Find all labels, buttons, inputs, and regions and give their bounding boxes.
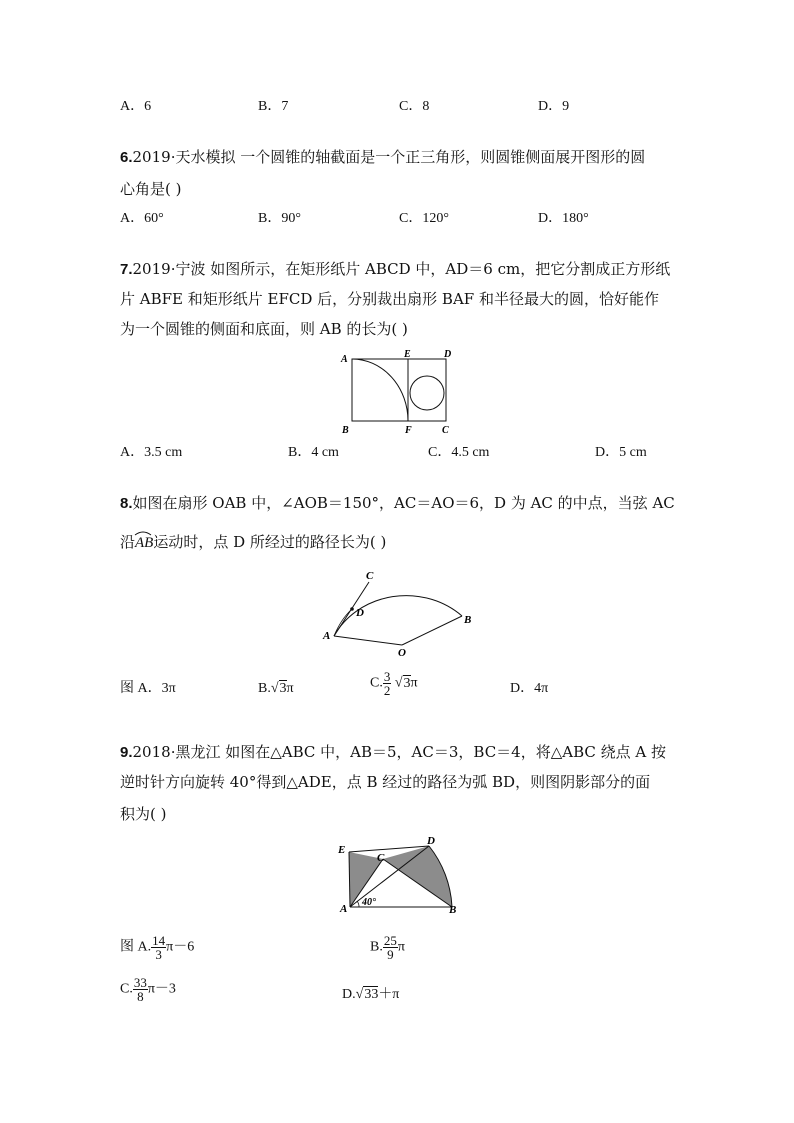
q9-option-b: B. $\frac{25}{9}$ π (370, 933, 405, 962)
q8-option-c: C. $\frac{3}{2}$ √3π (370, 669, 418, 698)
q6-option-b: B．90° (258, 211, 301, 226)
q8-stem-2-pre: 沿 (120, 533, 136, 551)
q7-circle (410, 376, 444, 410)
q7-stem-3: 为一个圆锥的侧面和底面，则 AB 的长为( ) (120, 320, 408, 338)
q6-stem-1: 2019·天水模拟 一个圆锥的轴截面是一个正三角形，则圆锥侧面展开图形的圆 (132, 148, 646, 166)
q5-option-c: C．8 (399, 99, 430, 114)
q8-label-b: B (464, 614, 472, 626)
q7-option-a: A．3.5 cm (120, 445, 183, 460)
q7-label-d: D (444, 349, 452, 360)
q8-stem-2-post: 运动时，点 D 所经过的路径长为( ) (153, 533, 387, 551)
q6-option-d: D．180° (538, 211, 589, 226)
q7-option-b: B．4 cm (288, 445, 339, 460)
q9-stem-3: 积为( ) (120, 805, 167, 823)
q9-label-e: E (338, 844, 346, 856)
q9-label-a: A (340, 903, 348, 915)
q8-label-o: O (398, 647, 406, 659)
q9-option-d: D.√33＋π (342, 987, 400, 1002)
q8-option-a: 图 A．3π (120, 681, 176, 696)
q9-stem-2: 逆时针方向旋转 40°得到△ADE，点 B 经过的路径为弧 BD，则图阴影部分的面 (120, 773, 651, 791)
q9-label-b: B (449, 904, 457, 916)
q9-option-c-fraction: $\frac{33}{8}$ (133, 975, 147, 1004)
q8-point-d (350, 607, 354, 611)
q9-label-d: D (427, 835, 435, 847)
q8-option-b: B.√3π (258, 681, 294, 696)
q8-radius-ob (402, 616, 462, 645)
q9-option-a: 图 A. $\frac{14}{3}$ π－6 (120, 933, 195, 962)
q8-arc-ab: AB (135, 533, 153, 552)
q7-label-b: B (342, 425, 349, 436)
q8-line-2 (120, 533, 386, 552)
q7-sector-arc (352, 359, 408, 421)
q7-label-c: C (442, 425, 449, 436)
q8-arc-symbol (134, 530, 152, 536)
q8-number: 8. (120, 495, 133, 512)
q7-label-a: A (341, 354, 348, 365)
q6-option-a: A．60° (120, 211, 164, 226)
q8-option-d: D．4π (510, 681, 549, 696)
q8-option-b-radicand: 3 (279, 681, 287, 696)
q9-label-c: C (377, 852, 385, 864)
q6-number: 6. (120, 149, 133, 166)
q7-stem-2: 片 ABFE 和矩形纸片 EFCD 后，分别裁出扇形 BAF 和半径最大的圆，恰好能作 (120, 290, 659, 308)
q8-line-1 (120, 494, 675, 513)
q6-line-1 (120, 148, 645, 167)
q7-option-d: D．5 cm (595, 445, 647, 460)
q9-option-c: C. $\frac{33}{8}$ π－3 (120, 975, 176, 1004)
q6-stem-2: 心角是( ) (120, 180, 182, 198)
q8-label-a: A (323, 630, 331, 642)
q7-label-e: E (404, 349, 411, 360)
q9-rotation-figure (335, 833, 465, 921)
q8-option-c-fraction: $\frac{3}{2}$ (383, 669, 391, 698)
q7-rectangle-figure (338, 347, 458, 437)
q9-stem-1: 2018·黑龙江 如图在△ABC 中，AB＝5，AC＝3，BC＝4，将△ABC 绕点 A 按 (132, 743, 666, 761)
q7-number: 7. (120, 261, 133, 278)
q7-line-1 (120, 260, 670, 279)
q8-label-d: D (356, 607, 364, 619)
q7-label-f: F (405, 425, 412, 436)
q5-option-b: B．7 (258, 99, 289, 114)
q8-arc-ab-path (334, 596, 462, 636)
q7-stem-1: 2019·宁波 如图所示，在矩形纸片 ABCD 中，AD＝6 cm，把它分割成正方形纸 (132, 260, 671, 278)
q8-radius-oa (334, 636, 402, 645)
q7-option-c: C．4.5 cm (428, 445, 490, 460)
q8-sector-figure (316, 564, 481, 659)
q9-option-a-fraction: $\frac{14}{3}$ (152, 933, 166, 962)
q6-option-c: C．120° (399, 211, 449, 226)
q8-option-c-radicand: 3 (403, 675, 411, 691)
q9-line-1 (120, 743, 666, 762)
q9-angle-label: 40° (362, 897, 376, 908)
q9-number: 9. (120, 744, 133, 761)
q9-option-b-fraction: $\frac{25}{9}$ (383, 933, 397, 962)
q7-rect-abcd (352, 359, 446, 421)
q9-angle-arc (357, 901, 359, 907)
q8-label-c: C (366, 570, 374, 582)
q9-option-d-radicand: 33 (364, 987, 379, 1002)
q8-stem-1: 如图在扇形 OAB 中，∠AOB＝150°，AC＝AO＝6，D 为 AC 的中点，当弦 AC (132, 494, 675, 512)
q5-option-d: D．9 (538, 99, 570, 114)
q5-option-a: A．6 (120, 99, 152, 114)
